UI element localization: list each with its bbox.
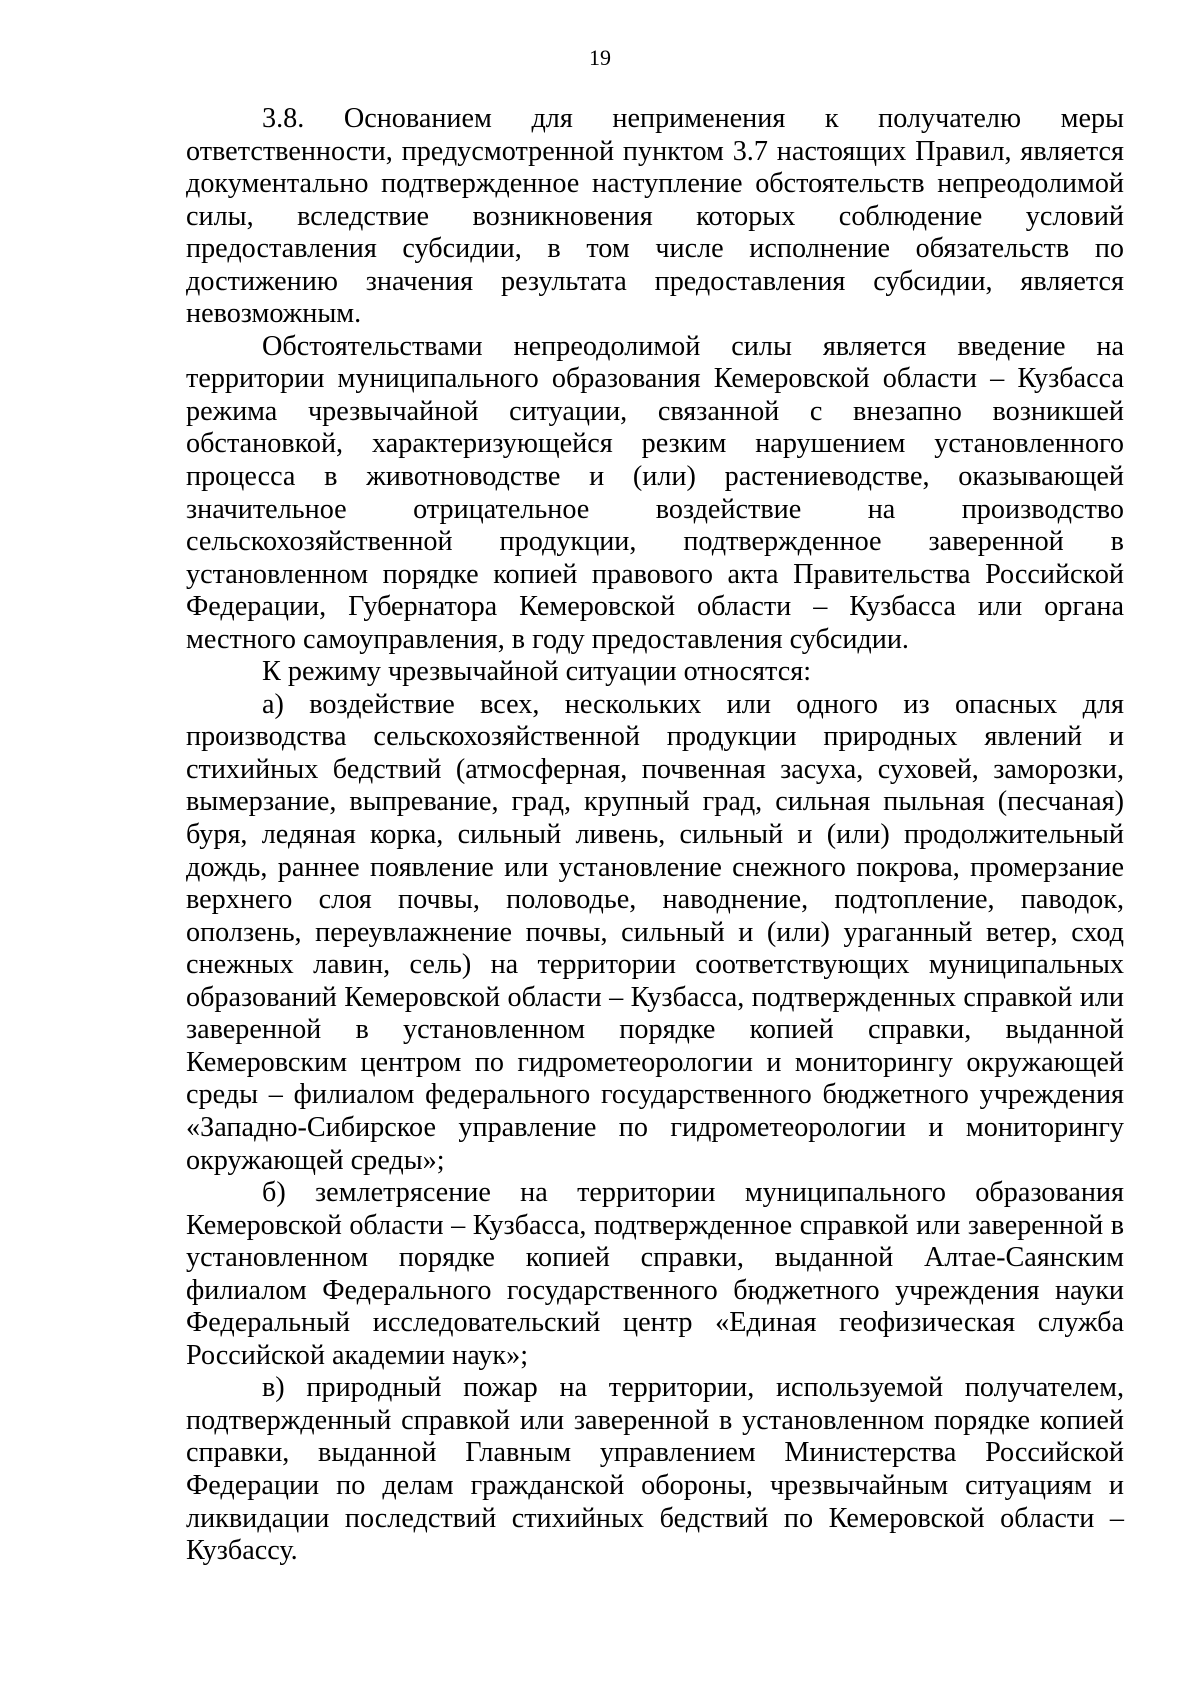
paragraph-emergency-intro: К режиму чрезвычайной ситуации относятся: bbox=[262, 656, 812, 688]
paragraph-item-b: б) землетрясение на территории муниципального образования Кемеровской области – Кузбасса, подтвержденное справкой или заверенной в установленном порядке копией справки, выданной Алтае-Саянским филиалом Федерального государственного бюджетного учреждения науки Федеральный исследовательский центр «Единая геофизическая служба Российской академии наук»; bbox=[186, 1177, 1124, 1371]
paragraph-3-8: 3.8. Основанием для неприменения к получателю меры ответственности, предусмотренной пунктом 3.7 настоящих Правил, является документально подтвержденное наступление обстоятельств непреодолимой силы, вследствие возникновения которых соблюдение условий предоставления субсидии, в том числе исполнение обязательств по достижению значения результата предоставления субсидии, является невозможным. bbox=[186, 103, 1124, 330]
paragraph-force-majeure: Обстоятельствами непреодолимой силы является введение на территории муниципального образования Кемеровской области – Кузбасса режима чрезвычайной ситуации, связанной с внезапно возникшей обстановкой, характеризующейся резким нарушением установленного процесса в животноводстве и (или) растениеводстве, оказывающей значительное отрицательное воздействие на производство сельскохозяйственной продукции, подтвержденное заверенной в установленном порядке копией правового акта Правительства Российской Федерации, Губернатора Кемеровской области – Кузбасса или органа местного самоуправления, в году предоставления субсидии. bbox=[186, 330, 1124, 655]
document-body bbox=[186, 103, 1124, 1568]
paragraph-item-a: а) воздействие всех, нескольких или одного из опасных для производства сельскохозяйственной продукции природных явлений и стихийных бедствий (атмосферная, почвенная засуха, суховей, заморозки, вымерзание, выпревание, град, крупный град, сильная пыльная (песчаная) буря, ледяная корка, сильный ливень, сильный и (или) продолжительный дождь, раннее появление или установление снежного покрова, промерзание верхнего слоя почвы, половодье, наводнение, подтопление, паводок, оползень, переувлажнение почвы, сильный и (или) ураганный ветер, сход снежных лавин, сель) на территории соответствующих муниципальных образований Кемеровской области – Кузбасса, подтвержденных справкой или заверенной в установленном порядке копией справки, выданной Кемеровским центром по гидрометеорологии и мониторингу окружающей среды – филиалом федерального государственного бюджетного учреждения «Западно-Сибирское управление по гидрометеорологии и мониторингу окружающей среды»; bbox=[186, 688, 1124, 1176]
paragraph-item-v: в) природный пожар на территории, используемой получателем, подтвержденный справкой или заверенной в установленном порядке копией справки, выданной Главным управлением Министерства Российской Федерации по делам гражданской обороны, чрезвычайным ситуациям и ликвидации последствий стихийных бедствий по Кемеровской области – Кузбассу. bbox=[186, 1372, 1124, 1567]
page-number: 19 bbox=[589, 45, 611, 70]
